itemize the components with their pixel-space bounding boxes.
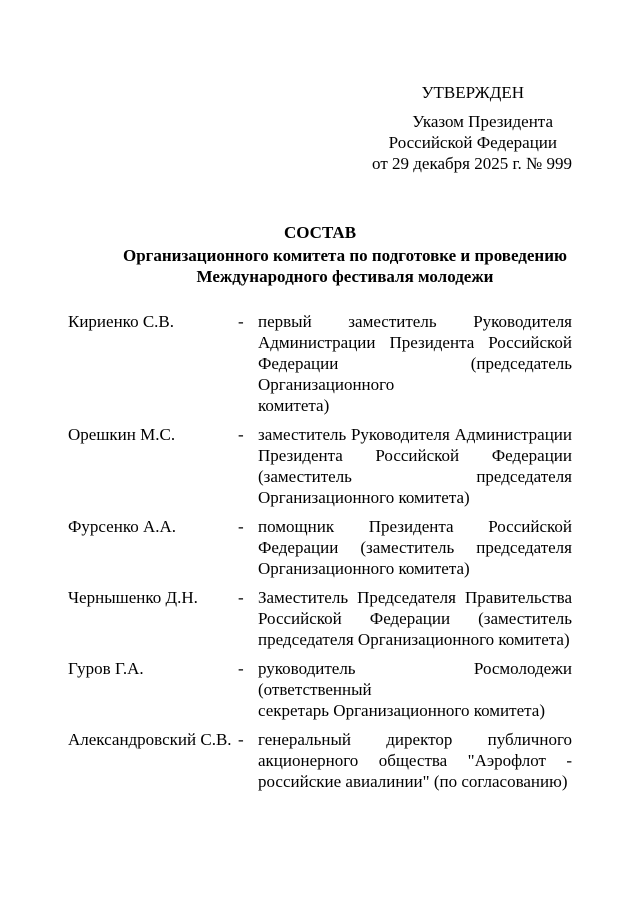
member-dash: - [238,588,244,607]
member-name: Орешкин М.С. [68,425,176,444]
role-line: акционерного общества "Аэрофлот - [258,751,572,770]
role-line: заместитель Руководителя Администрации [258,425,572,444]
role-line: Президента Российской Федерации [258,446,572,465]
member-dash: - [238,517,244,536]
role-line: Российской Федерации (заместитель [258,609,572,628]
member-row [68,658,572,721]
approval-title: УТВЕРЖДЕН [421,83,524,102]
member-name: Александровский С.В. [68,730,232,749]
role-line: Организационного комитета) [258,559,470,578]
member-row [68,516,572,579]
role-line: руководитель Росмолодежи (ответственный [258,659,572,699]
member-dash: - [238,659,244,678]
role-line: Федерации (заместитель председателя [258,538,572,557]
role-line: комитета) [258,396,330,415]
role-line: генеральный директор публичного [258,730,572,749]
member-dash: - [238,425,244,444]
member-row [68,729,572,792]
member-name: Фурсенко А.А. [68,517,177,536]
member-role [258,587,572,650]
member-role [258,424,572,508]
approval-stamp [360,82,572,174]
document-title: СОСТАВ [283,223,357,242]
member-dash: - [238,730,244,749]
member-name: Чернышенко Д.Н. [68,588,198,607]
role-line: Заместитель Председателя Правительства [258,588,572,607]
role-line: российские авиалинии" (по согласованию) [258,772,568,791]
member-dash: - [238,312,244,331]
role-line: председателя Организационного комитета) [258,630,570,649]
role-line: помощник Президента Российской [258,517,572,536]
role-line: секретарь Организационного комитета) [258,701,545,720]
approval-line-decree: Указом Президента [412,112,553,131]
member-role [258,658,572,721]
role-line: Администрации Президента Российской [258,333,572,352]
members-list [68,311,572,792]
member-row [68,424,572,508]
document-subtitle [0,245,640,287]
member-role [258,729,572,792]
member-name: Гуров Г.А. [68,659,144,678]
approval-line-country: Российской Федерации [388,133,557,152]
subtitle-line-2: Международного фестиваля молодежи [196,267,494,286]
member-row [68,311,572,416]
role-line: Федерации (председатель Организационного [258,354,572,394]
role-line: первый заместитель Руководителя [258,312,572,331]
subtitle-line-1: Организационного комитета по подготовке и проведению [122,246,568,265]
member-role [258,311,572,416]
role-line: Организационного комитета) [258,488,470,507]
member-name: Кириенко С.В. [68,312,175,331]
member-role [258,516,572,579]
approval-line-date: от 29 декабря 2025 г. № 999 [372,154,572,173]
member-row [68,587,572,650]
role-line: (заместитель председателя [258,467,572,486]
